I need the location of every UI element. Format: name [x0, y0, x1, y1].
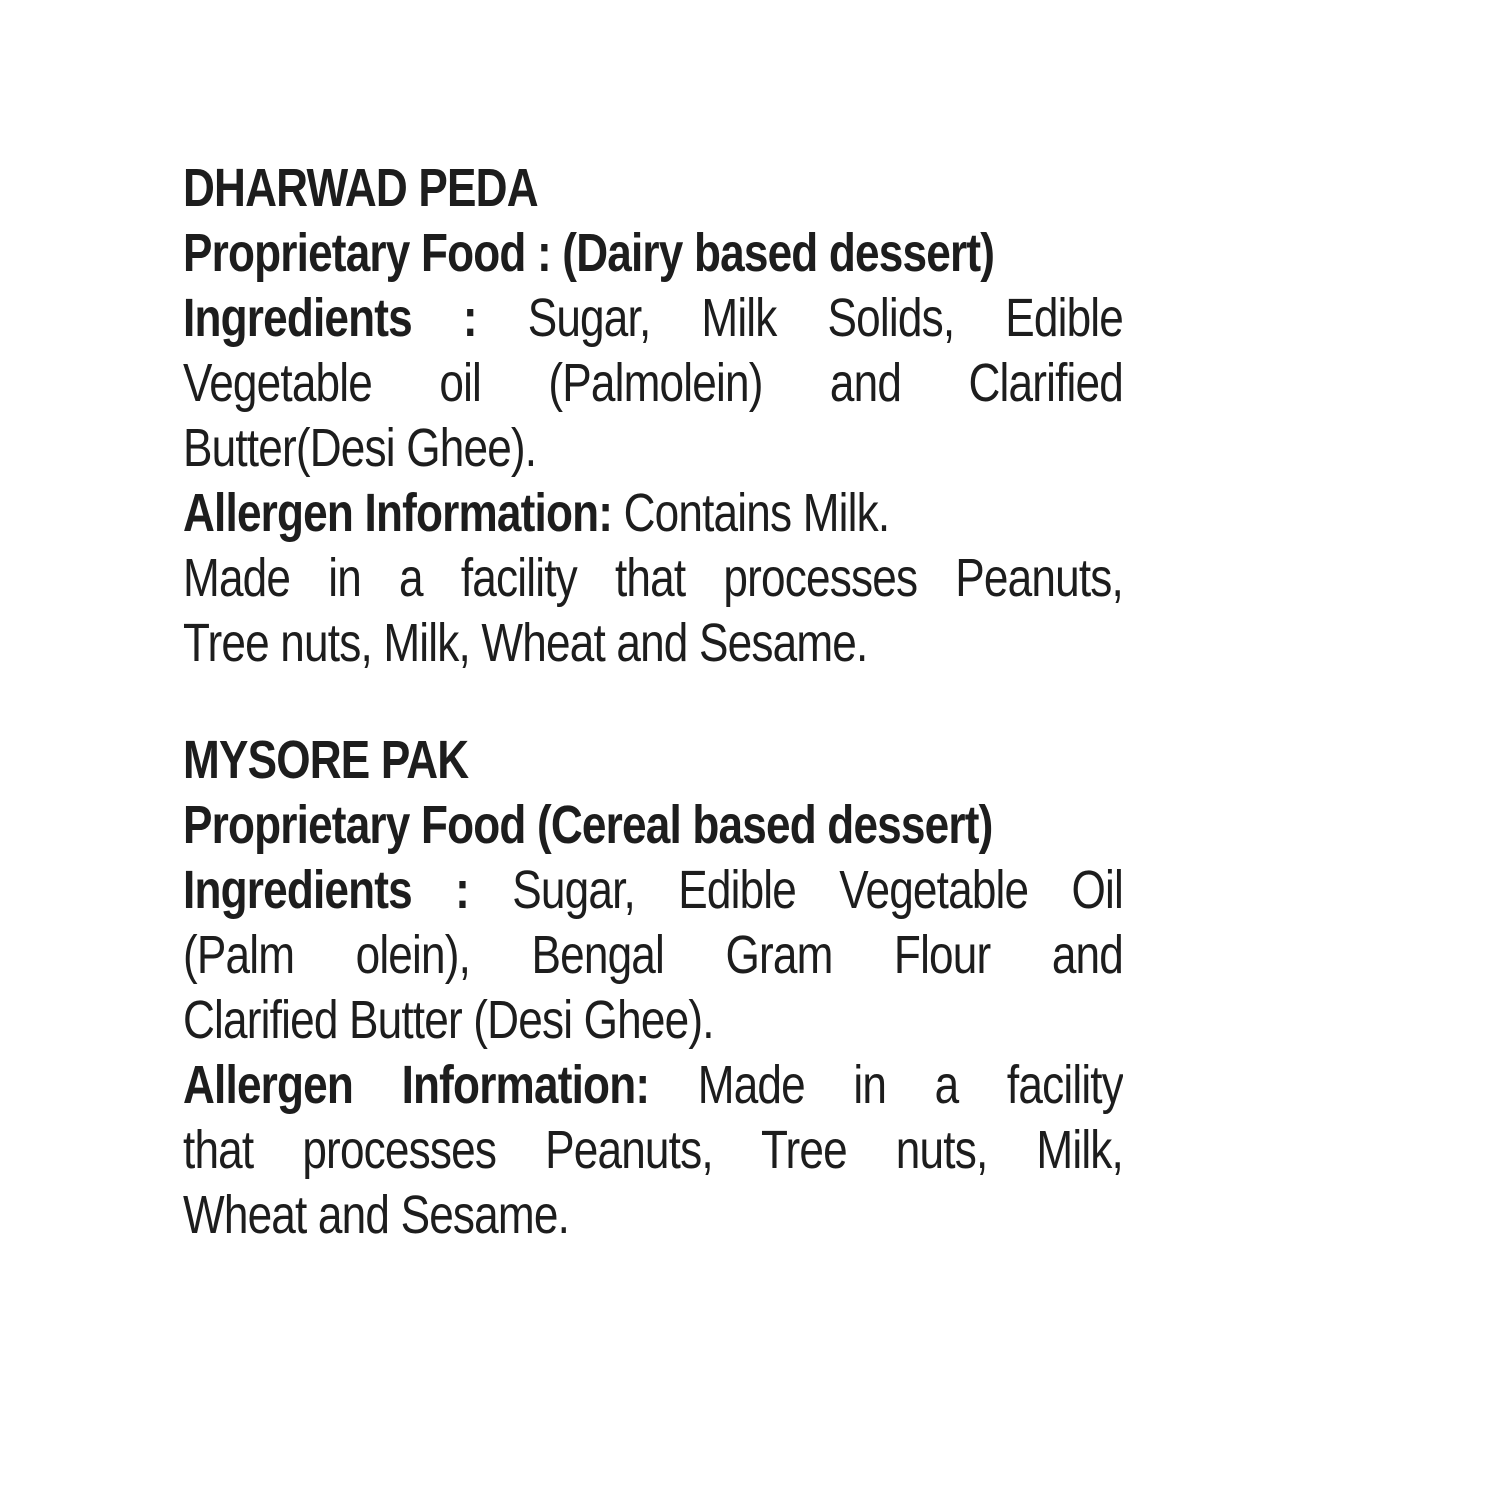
text-segment: Tree nuts, Milk, Wheat and Sesame.: [183, 613, 868, 673]
text-segment: Sugar, Edible Vegetable Oil: [469, 860, 1124, 920]
text-line: [183, 728, 1123, 793]
text-line: [183, 1183, 1123, 1248]
text-line: [183, 286, 1123, 351]
bold-text-segment: Ingredients :: [183, 860, 470, 920]
text-segment: Made in a facility that processes Peanuts,: [183, 548, 1124, 608]
text-line: [183, 858, 1123, 923]
text-segment: Made in a facility: [649, 1055, 1124, 1115]
bold-text-segment: Ingredients :: [183, 288, 477, 348]
section-mysore-pak: [183, 728, 1123, 1248]
food-label-page: [183, 156, 1123, 1248]
text-line: [183, 923, 1123, 988]
text-line: [183, 793, 1123, 858]
label-sections: [183, 156, 1123, 1248]
text-line: [183, 351, 1123, 416]
bold-text-segment: MYSORE PAK: [183, 730, 469, 790]
bold-text-segment: Allergen Information:: [183, 483, 613, 543]
section-dharwad-peda: [183, 156, 1123, 676]
text-segment: Contains Milk.: [612, 483, 890, 543]
text-segment: (Palm olein), Bengal Gram Flour and: [183, 925, 1124, 985]
text-line: [183, 221, 1123, 286]
text-line: [183, 416, 1123, 481]
text-segment: Wheat and Sesame.: [183, 1185, 570, 1245]
text-line: [183, 481, 1123, 546]
text-segment: Sugar, Milk Solids, Edible: [476, 288, 1124, 348]
text-line: [183, 611, 1123, 676]
bold-text-segment: DHARWAD PEDA: [183, 158, 538, 218]
text-line: [183, 1118, 1123, 1183]
text-line: [183, 546, 1123, 611]
bold-text-segment: Allergen Information:: [183, 1055, 650, 1115]
text-segment: Vegetable oil (Palmolein) and Clarified: [183, 353, 1124, 413]
bold-text-segment: Proprietary Food (Cereal based dessert): [183, 795, 993, 855]
bold-text-segment: Proprietary Food : (Dairy based dessert): [183, 223, 995, 283]
text-segment: Clarified Butter (Desi Ghee).: [183, 990, 714, 1050]
text-segment: Butter(Desi Ghee).: [183, 418, 537, 478]
text-line: [183, 988, 1123, 1053]
text-segment: that processes Peanuts, Tree nuts, Milk,: [183, 1120, 1124, 1180]
text-line: [183, 1053, 1123, 1118]
text-line: [183, 156, 1123, 221]
